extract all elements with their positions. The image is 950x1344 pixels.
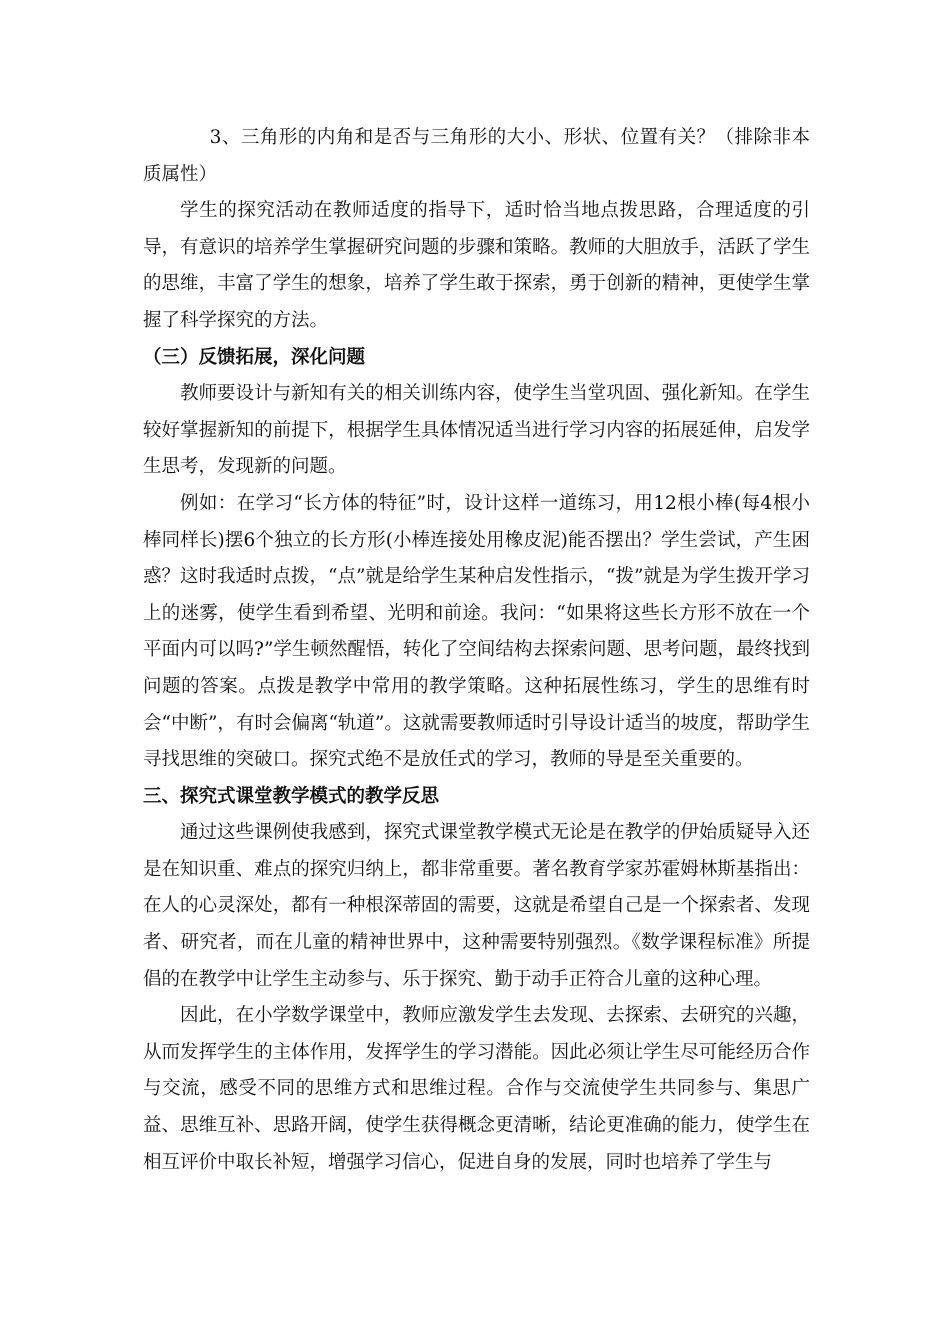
paragraph-exploration-activity: 学生的探究活动在教师适度的指导下，适时恰当地点拨思路，合理适度的引导，有意识的培养学生掌握研究问题的步骤和策略。教师的大胆放手，活跃了学生的思维，丰富了学生的想象，培养了学生敢于探索，勇于创新的精神，更使学生掌握了科学探究的方法。 — [143, 200, 810, 331]
section-heading-reflection: 三、探究式课堂教学模式的教学反思 — [143, 785, 440, 807]
document-page — [143, 120, 810, 1181]
paragraph-cooperation: 因此，在小学数学课堂中，教师应激发学生去发现、去探索、去研究的兴趣，从而发挥学生的主体作用，发挥学生的学习潜能。因此必须让学生尽可能经历合作与交流，感受不同的思维方式和思维过程。合作与交流使学生共同参与、集思广益、思维互补、思路开阔，使学生获得概念更清晰，结论更准确的能力，使学生在相互评价中取长补短，增强学习信心，促进自身的发展，同时也培养了学生与 — [143, 1005, 810, 1173]
paragraph-example-cuboid: 例如：在学习“长方体的特征”时，设计这样一道练习，用12根小棒(每4根小棒同样长)摆6个独立的长方形(小棒连接处用橡皮泥)能否摆出？学生尝试，产生困惑？这时我适时点拨，“点”就是给学生某种启发性指示，“拨”就是为学生拨开学习上的迷雾，使学生看到希望、光明和前途。我问：“如果将这些长方形不放在一个平面内可以吗?”学生顿然醒悟，转化了空间结构去探索问题、思考问题，最终找到问题的答案。点拨是教学中常用的教学策略。这种拓展性练习，学生的思维有时会“中断”，有时会偏离“轨道”。这就需要教师适时引导设计适当的坡度，帮助学生寻找思维的突破口。探究式绝不是放任式的学习，教师的导是至关重要的。 — [143, 492, 810, 771]
paragraph-reflection-importance: 通过这些课例使我感到，探究式课堂教学模式无论是在教学的伊始质疑导入还是在知识重、难点的探究归纳上，都非常重要。著名教育学家苏霍姆林斯基指出：在人的心灵深处，都有一种根深蒂固的需要，这就是希望自己是一个探索者、发现者、研究者，而在儿童的精神世界中，这种需要特别强烈。《数学课程标准》所提倡的在教学中让学生主动参与、乐于探究、勤于动手正符合儿童的这种心理。 — [143, 822, 810, 990]
paragraph-question-3: 3、三角形的内角和是否与三角形的大小、形状、位置有关？（排除非本质属性） — [143, 127, 810, 185]
section-heading-feedback: （三）反馈拓展，深化问题 — [143, 346, 366, 368]
paragraph-training-content: 教师要设计与新知有关的相关训练内容，使学生当堂巩固、强化新知。在学生较好掌握新知的前提下，根据学生具体情况适当进行学习内容的拓展延伸，启发学生思考，发现新的问题。 — [143, 383, 810, 478]
